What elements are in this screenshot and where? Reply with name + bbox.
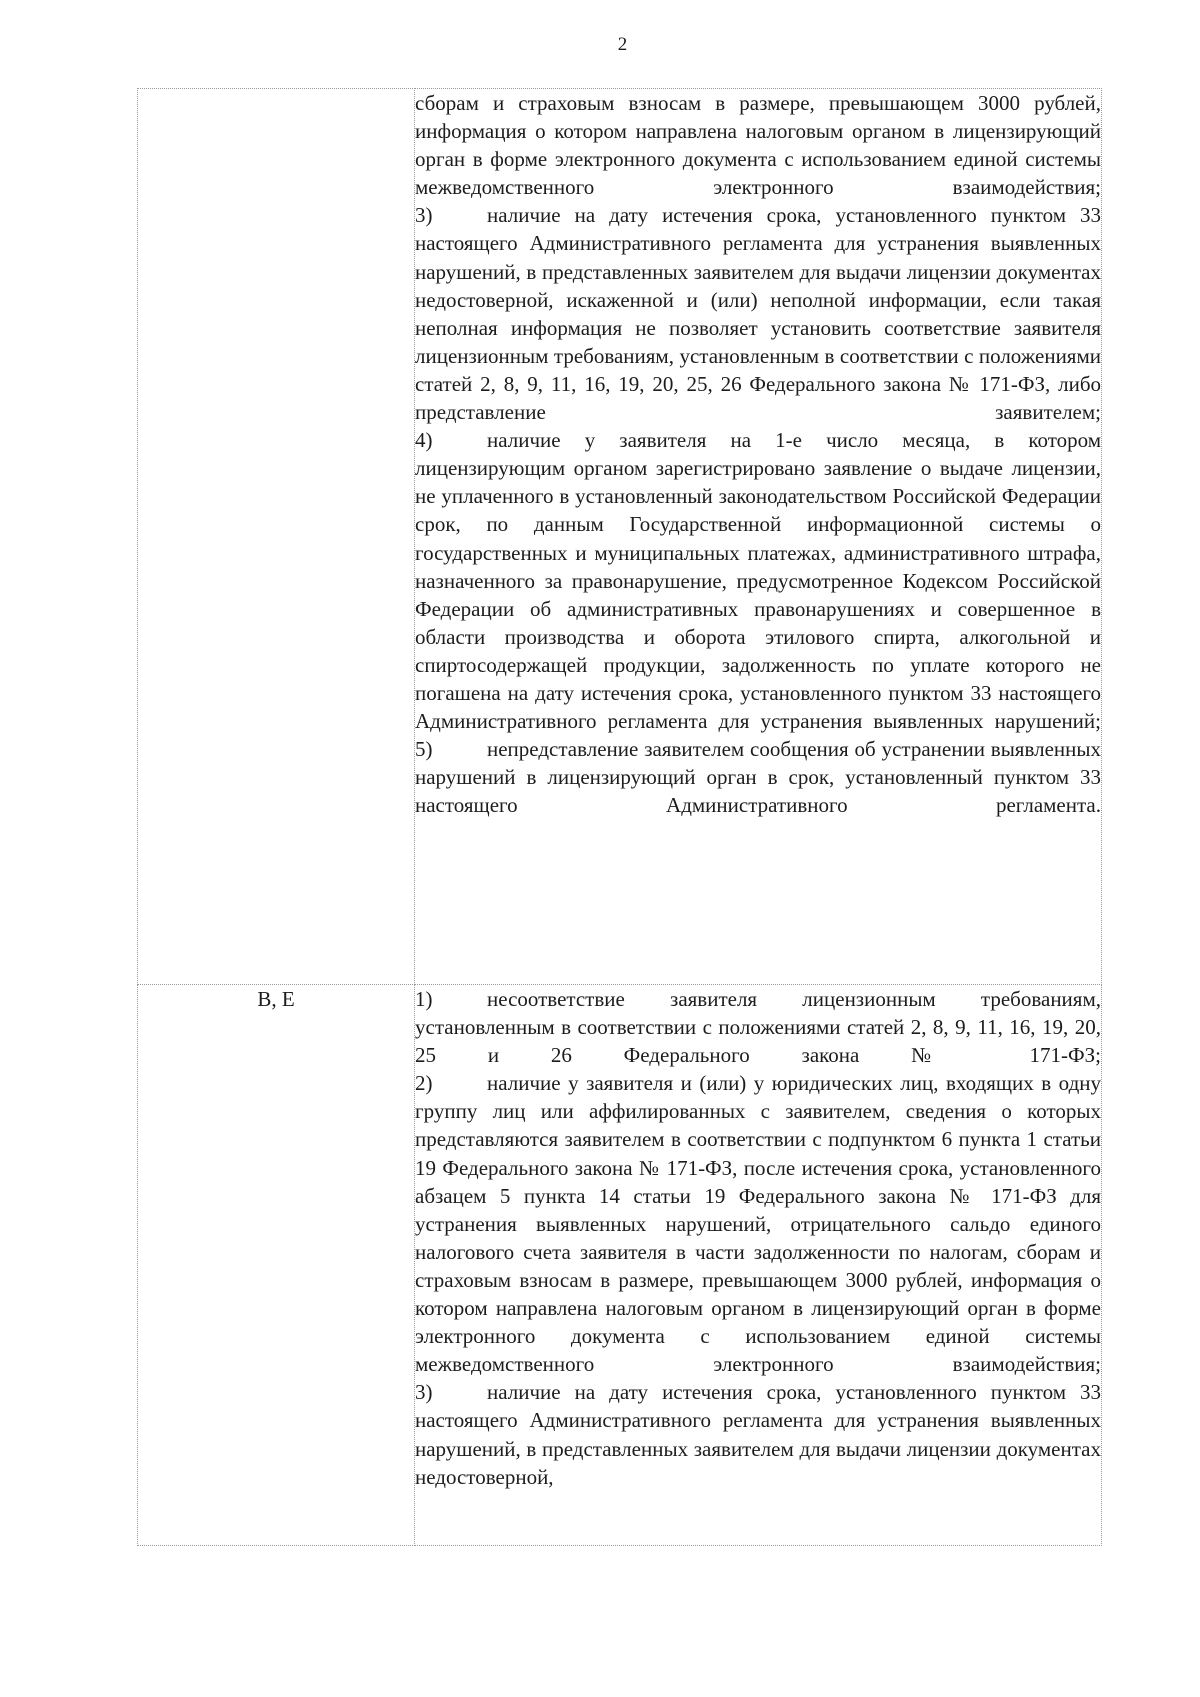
- item-number: 3): [415, 203, 433, 228]
- document-table: [137, 88, 1102, 1546]
- grounds-cell: [415, 985, 1102, 1546]
- paragraph-text: несоответствие заявителя лицензионным требованиям, установленным в соответствии с положениями статей 2, 8, 9, 11, 16, 19, 20, 25 и 26 Федерального закона № 171-ФЗ;: [415, 987, 1101, 1068]
- paragraph-text: наличие у заявителя и (или) у юридических лиц, входящих в одну группу лиц или аффилированных с заявителем, сведения о которых представляются заявителем в соответствии с подпунктом 6 пункта 1 статьи 19 Федерального закона № 171-ФЗ, после истечения срока, установленного абзацем 5 пункта 14 статьи 19 Федерального закона № 171-ФЗ для устранения выявленных нарушений, отрицательного сальдо единого налогового счета заявителя в части задолженности по налогам, сборам и страховым взносам в размере, превышающем 3000 рублей, информация о котором направлена налоговым органом в лицензирующий орган в форме электронного документа с использованием единой системы межведомственного электронного взаимодействия;: [415, 1071, 1101, 1377]
- paragraph: [415, 1069, 1101, 1378]
- category-code-cell: В, Е: [138, 985, 415, 1546]
- item-number: 1): [415, 987, 433, 1011]
- paragraph-text: наличие на дату истечения срока, установленного пунктом 33 настоящего Административного регламента для устранения выявленных нарушений, в представленных заявителем для выдачи лицензии документах недостоверной,: [415, 1380, 1101, 1489]
- paragraph-text: наличие у заявителя на 1-е число месяца, в котором лицензирующим органом зарегистрировано заявление о выдаче лицензии, не уплаченного в установленный законодательством Российской Федерации срок, по данным Государственной информационной системы о государственных и муниципальных платежах, административного штрафа, назначенного за правонарушение, предусмотренное Кодексом Российской Федерации об административных правонарушениях и совершенное в области производства и оборота этилового спирта, алкогольной и спиртосодержащей продукции, задолженность по уплате которого не погашена на дату истечения срока, установленного пунктом 33 настоящего Административного регламента для устранения выявленных нарушений;: [415, 428, 1101, 734]
- paragraph: [415, 1378, 1101, 1490]
- grounds-cell: [415, 89, 1102, 985]
- category-code-cell: [138, 89, 415, 985]
- paragraph: [415, 985, 1101, 1069]
- paragraph: [415, 201, 1101, 426]
- paragraph: [415, 735, 1101, 819]
- page-number: 2: [617, 34, 628, 55]
- paragraph-text: непредставление заявителем сообщения об устранении выявленных нарушений в лицензирующий орган в срок, установленный пунктом 33 настоящего Административного регламента.: [415, 737, 1101, 818]
- item-number: 4): [415, 428, 433, 453]
- paragraph: [415, 89, 1101, 201]
- item-number: 2): [415, 1071, 433, 1096]
- item-number: 5): [415, 737, 433, 762]
- paragraph-text: наличие на дату истечения срока, установленного пунктом 33 настоящего Административного регламента для устранения выявленных нарушений, в представленных заявителем для выдачи лицензии документах недостоверной, искаженной и (или) неполной информации, если такая неполная информация не позволяет установить соответствие заявителя лицензионным требованиям, установленным в соответствии с положениями статей 2, 8, 9, 11, 16, 19, 20, 25, 26 Федерального закона № 171-ФЗ, либо представление заявителем;: [415, 203, 1101, 425]
- table-row: [138, 985, 1102, 1546]
- paragraph: [415, 426, 1101, 735]
- paragraph-text: сборам и страховым взносам в размере, превышающем 3000 рублей, информация о котором направлена налоговым органом в лицензирующий орган в форме электронного документа с использованием единой системы межведомственного электронного взаимодействия;: [415, 91, 1101, 200]
- item-number: 3): [415, 1380, 433, 1405]
- table-row: [138, 89, 1102, 985]
